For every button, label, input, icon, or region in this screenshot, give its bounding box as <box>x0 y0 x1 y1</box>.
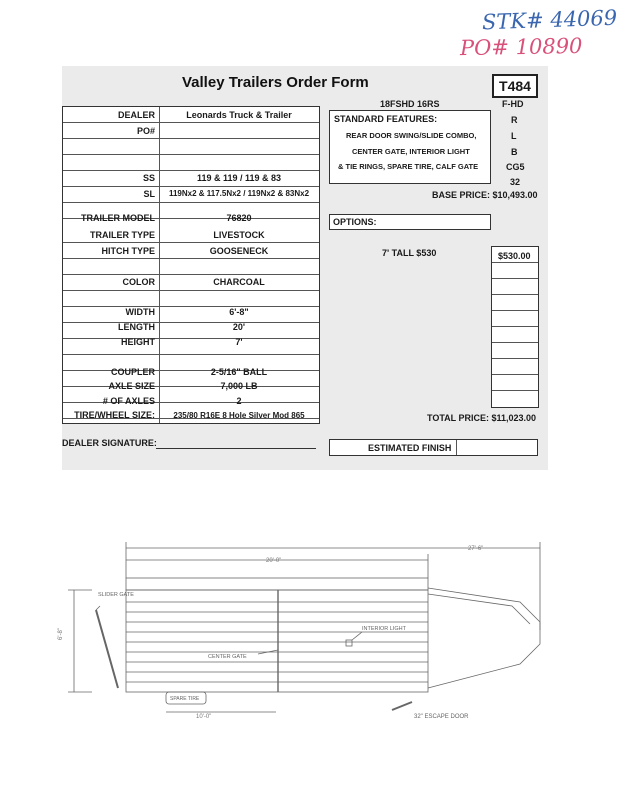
tire-wheel-value: 235/80 R16E 8 Hole Silver Mod 865 <box>173 411 305 420</box>
coupler-value: 2-5/16" BALL <box>210 367 268 377</box>
gooseneck-outline <box>428 588 540 688</box>
dealer-label: DEALER <box>117 110 155 120</box>
length-label: LENGTH <box>118 322 155 332</box>
model-code: 18FSHD 16RS <box>380 99 440 109</box>
width-dimension-label: 6'-8" <box>58 628 64 640</box>
coupler-label: COUPLER <box>110 367 155 377</box>
color-label: COLOR <box>122 277 155 287</box>
overall-length-label: 27'-6" <box>468 546 484 552</box>
ss-value: 119 & 119 / 119 & 83 <box>196 173 282 183</box>
height-value: 7' <box>235 337 243 347</box>
options-title: OPTIONS: <box>333 217 377 227</box>
escape-door <box>392 702 412 710</box>
handwritten-po-number: PO# 10890 <box>459 33 583 61</box>
option-price: $530.00 <box>498 251 531 261</box>
color-value: CHARCOAL <box>213 277 265 287</box>
sl-label: SL <box>143 189 155 199</box>
height-label: HEIGHT <box>120 337 155 347</box>
spare-tire-label: SPARE TIRE <box>170 696 200 702</box>
axle-size-label: AXLE SIZE <box>108 381 155 391</box>
code-l: L <box>511 131 517 141</box>
trailer-floorplan-drawing <box>0 530 618 730</box>
trailer-model-label: TRAILER MODEL <box>81 213 155 223</box>
hitch-type-value: GOOSENECK <box>209 246 269 256</box>
center-gate-label: CENTER GATE <box>208 654 247 660</box>
estimated-finish-box <box>329 439 538 456</box>
total-price: TOTAL PRICE: $11,023.00 <box>427 413 537 423</box>
axle-dimension-label: 10'-0" <box>196 714 212 720</box>
standard-feature-line: CENTER GATE, INTERIOR LIGHT <box>352 147 470 156</box>
estimated-finish-label: ESTIMATED FINISH <box>368 443 452 453</box>
interior-light-icon <box>346 640 352 646</box>
axle-count-value: 2 <box>236 396 242 406</box>
form-code-box: T484 <box>492 74 538 98</box>
axle-size-value: 7,000 LB <box>220 381 258 391</box>
handwritten-stock-number: STK# 44069 <box>481 5 618 35</box>
dealer-signature-label: DEALER SIGNATURE: <box>62 438 157 448</box>
ss-label: SS <box>142 173 155 183</box>
width-label: WIDTH <box>125 307 155 317</box>
sl-value: 119Nx2 & 117.5Nx2 / 119Nx2 & 83Nx2 <box>168 189 310 198</box>
po-label: PO# <box>136 126 155 136</box>
length-value: 20' <box>232 322 246 332</box>
standard-feature-line: REAR DOOR SWING/SLIDE COMBO, <box>346 131 477 140</box>
trailer-type-label: TRAILER TYPE <box>89 230 155 240</box>
standard-features-box <box>329 110 491 184</box>
option-item: 7' TALL $530 <box>382 248 437 258</box>
axle-count-label: # OF AXLES <box>102 396 155 406</box>
tire-wheel-label: TIRE/WHEEL SIZE: <box>74 410 155 420</box>
base-price: BASE PRICE: $10,493.00 <box>432 190 538 200</box>
code-cg5: CG5 <box>506 162 525 172</box>
dealer-signature-line[interactable] <box>156 448 316 449</box>
standard-features-title: STANDARD FEATURES: <box>334 114 438 124</box>
code-b: B <box>511 147 518 157</box>
escape-door-label: 32" ESCAPE DOOR <box>414 714 469 720</box>
trailer-type-value: LIVESTOCK <box>213 230 265 240</box>
slider-gate <box>96 610 118 688</box>
slider-gate-label: SLIDER GATE <box>98 592 134 598</box>
code-r: R <box>511 115 518 125</box>
options-title-box <box>329 214 491 230</box>
code-32: 32 <box>510 177 521 187</box>
trailer-box-outline <box>126 590 428 692</box>
code-fhd: F-HD <box>502 99 524 109</box>
standard-feature-line: & TIE RINGS, SPARE TIRE, CALF GATE <box>338 162 479 171</box>
left-spec-table <box>62 106 320 424</box>
option-price-column <box>491 246 539 408</box>
width-value: 6'-8" <box>229 307 249 317</box>
front-compartment <box>126 578 428 590</box>
form-title: Valley Trailers Order Form <box>182 74 369 91</box>
interior-light-label: INTERIOR LIGHT <box>362 626 407 632</box>
trailer-model-value: 76820 <box>226 213 252 223</box>
dealer-value: Leonards Truck & Trailer <box>186 110 292 120</box>
box-length-label: 20'-0" <box>266 558 282 564</box>
hitch-type-label: HITCH TYPE <box>101 246 155 256</box>
